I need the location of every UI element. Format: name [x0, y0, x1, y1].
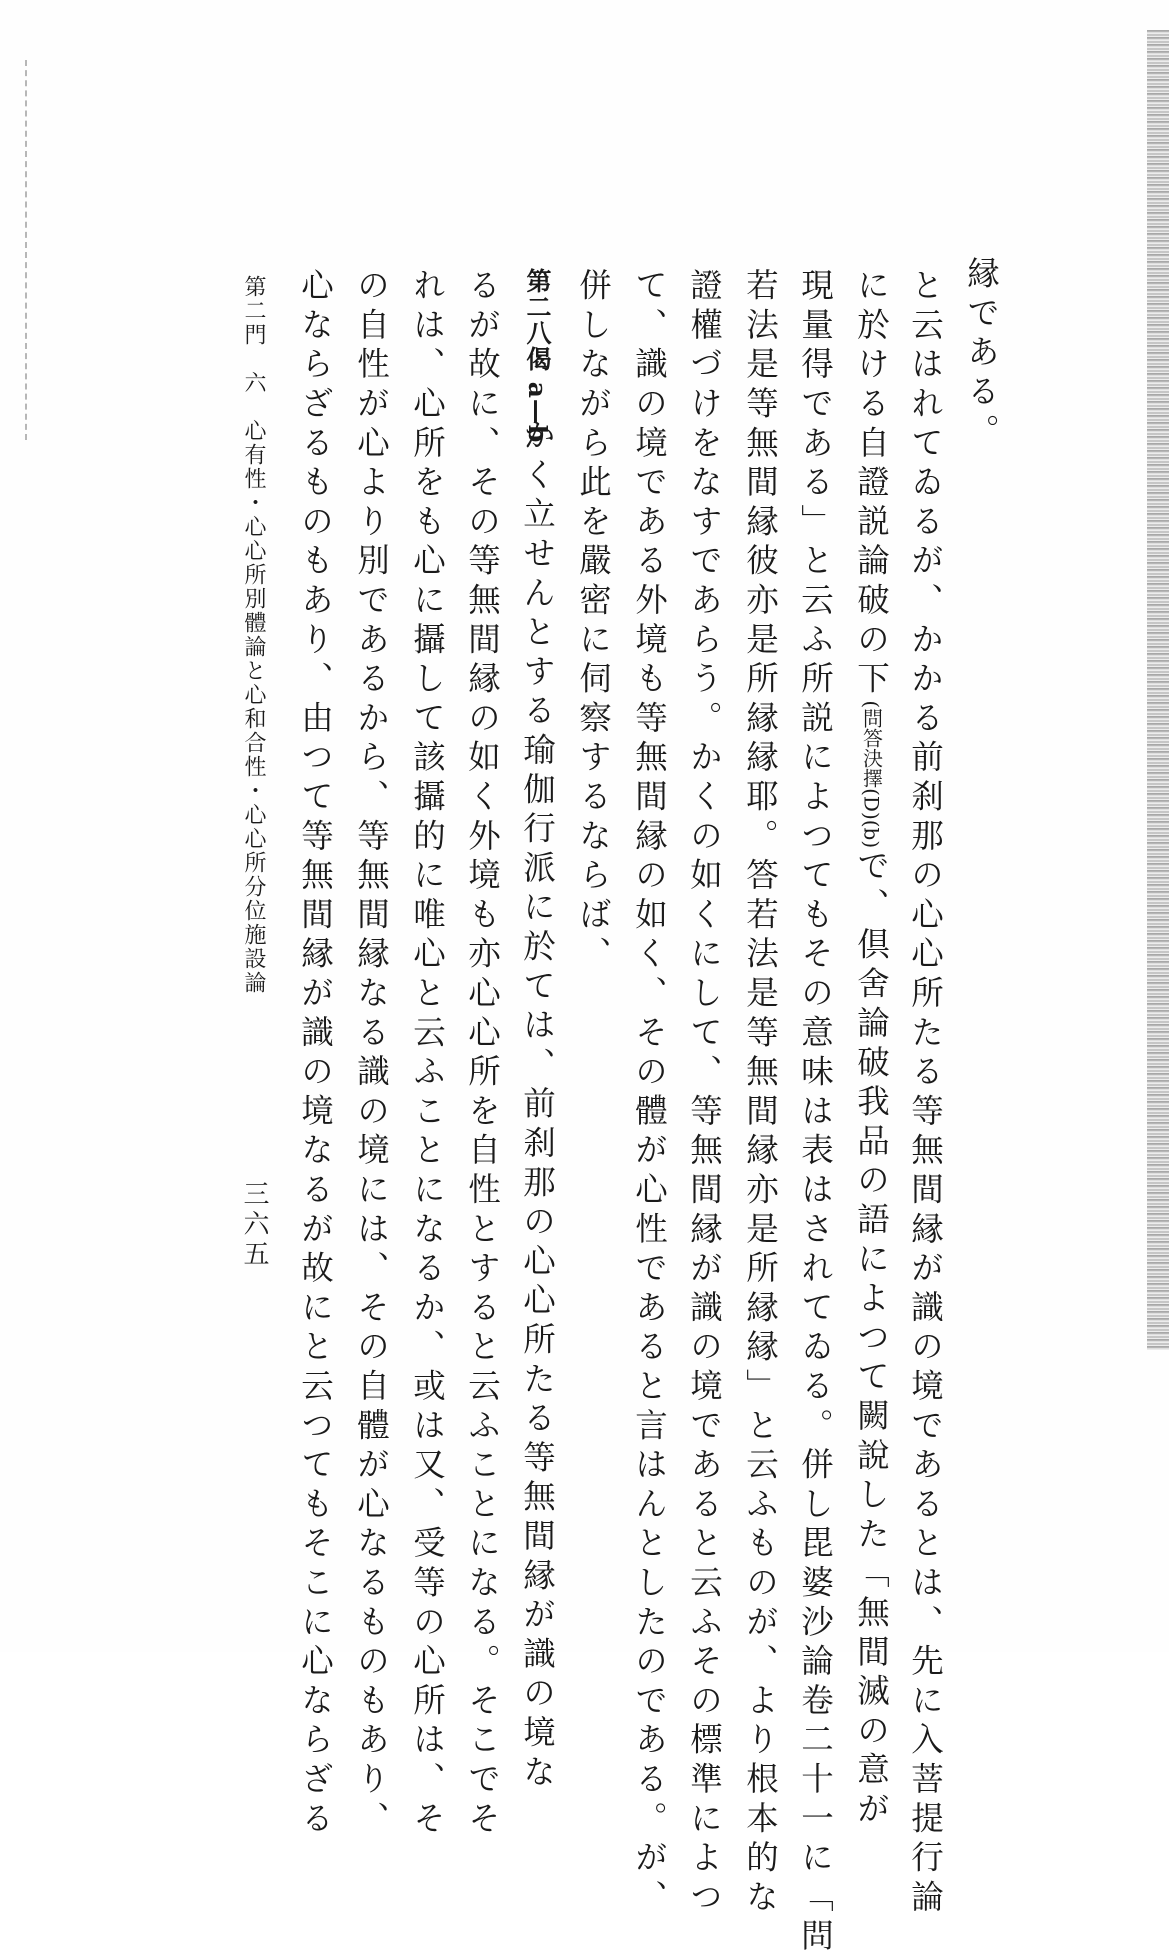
text-column-3	[852, 268, 891, 1831]
text-column-8: 併しながら此を嚴密に伺察するならば、	[574, 268, 613, 976]
inline-note: (問答決擇(D)(b)	[859, 700, 884, 849]
text-column-1: 縁である。	[962, 256, 1001, 453]
text-column-3-b: で、倶舍論破我品の語によつて闕說した「無間滅の意が	[852, 848, 891, 1831]
text-column-4: 現量得である」と云ふ所説によつてもその意味は表はされてゐる。併し毘婆沙論卷二十一に「問	[796, 268, 835, 1958]
text-column-11: れは、心所をも心に攝して該攝的に唯心と云ふことになるか、或は又、受等の心所は、そ	[408, 268, 447, 1840]
binding-edge	[1147, 30, 1169, 1350]
text-column-13: 心ならざるものもあり、由つて等無間縁が識の境なるが故にと云つてもそこに心ならざる	[296, 268, 335, 1840]
text-column-7: て、識の境である外境も等無間縁の如く、その體が心性であると言はんとしたのである。が、	[630, 268, 669, 1919]
section-heading-label: 第二八偈 a—b	[523, 268, 552, 444]
text-column-9: かく立せんとする瑜伽行派に於ては、前刹那の心心所たる等無間縁が識の境な	[518, 418, 557, 1794]
text-column-12: の自性が心より別であるから、等無間縁なる識の境には、その自體が心なるものもあり、	[352, 268, 391, 1840]
text-column-6: 證權づけをなすであらう。かくの如くにして、等無間縁が識の境であると云ふその標準によつ	[685, 268, 724, 1919]
text-column-2: と云はれてゐるが、かかる前刹那の心心所たる等無間縁が識の境であるとは、先に入菩提行論	[906, 268, 945, 1919]
text-column-10: るが故に、その等無間縁の如く外境も亦心心所を自性とすると云ふことになる。そこでそ	[463, 268, 502, 1840]
text-column-3-a: に於ける自證説論破の下	[852, 268, 891, 701]
margin-mark	[25, 60, 29, 440]
page-number: 三六五	[239, 1180, 269, 1270]
running-footer: 第二門 六 心有性・心心所別體論と心和合性・心心所分位施設論	[241, 275, 266, 995]
text-column-5: 若法是等無間縁彼亦是所縁縁耶。答若法是等無間縁亦是所縁縁」と云ふものが、より根本的な	[741, 268, 780, 1919]
